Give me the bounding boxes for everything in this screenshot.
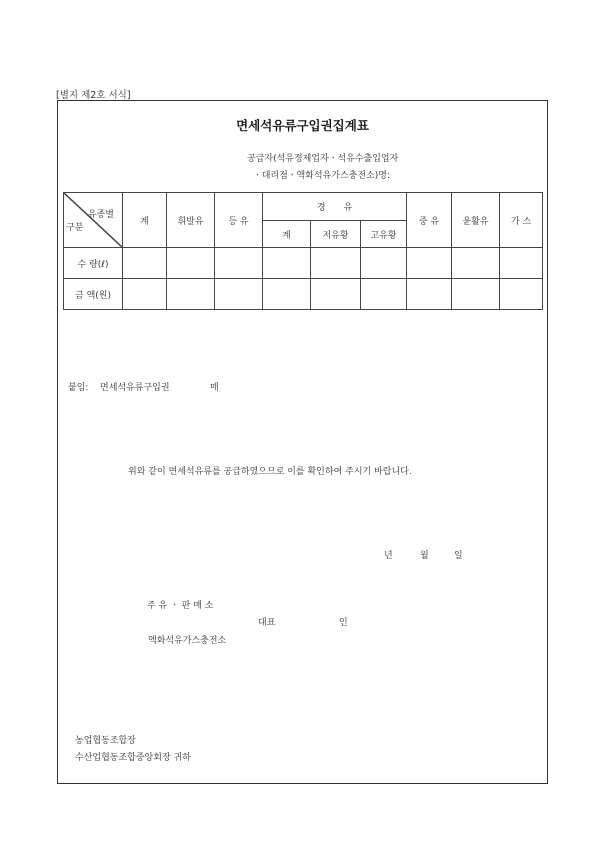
confirmation-statement: 위와 같이 면세석유류를 공급하였으므로 이를 확인하여 주시기 바랍니다.: [128, 467, 412, 477]
table-cell: [361, 248, 407, 279]
header-low-sulfur: 저유황: [311, 221, 361, 248]
table-cell: [263, 248, 311, 279]
row-label-amount: 금 액(원): [64, 279, 123, 310]
table-cell: [263, 279, 311, 310]
table-cell: [215, 248, 263, 279]
table-cell: [452, 248, 500, 279]
header-kerosene: 등 유: [215, 193, 263, 248]
header-gas: 가 스: [500, 193, 543, 248]
lpg-station-label: 액화석유가스충전소: [148, 636, 227, 646]
table-cell: [311, 248, 361, 279]
seal-mark: 인: [339, 618, 348, 628]
header-diesel-total: 계: [263, 221, 311, 248]
attachment-item: 면세석유류구입권: [100, 383, 170, 393]
recipient-line-2: 수산업협동조합중앙회장 귀하: [75, 753, 191, 763]
table-row-amount: [64, 279, 543, 310]
date-month: 월: [420, 551, 429, 561]
table-cell: [123, 279, 167, 310]
table-corner-cell: [64, 193, 123, 248]
form-frame: [57, 100, 548, 784]
representative-label: 대표: [258, 618, 276, 628]
table-cell: [407, 248, 452, 279]
table-cell: [311, 279, 361, 310]
table-cell: [407, 279, 452, 310]
table-row-quantity: [64, 248, 543, 279]
row-label-quantity: 수 량(ℓ): [64, 248, 123, 279]
date-day: 일: [454, 551, 463, 561]
attachment-label: 붙임:: [68, 383, 89, 393]
table-cell: [500, 279, 543, 310]
form-title: 면세석유류구입권집계표: [236, 118, 369, 133]
supplier-line-2: ㆍ대리점ㆍ액화석유가스충전소)명:: [253, 171, 390, 181]
header-diesel: 경 유: [263, 193, 407, 221]
form-number-label: [별지 제2호 서식]: [56, 90, 131, 101]
table-cell: [500, 248, 543, 279]
gas-station-label: 주 유 ㆍ 판 매 소: [147, 601, 214, 611]
aggregate-table: [63, 192, 543, 310]
table-cell: [167, 279, 215, 310]
table-cell: [123, 248, 167, 279]
corner-label-fuel-type: 유종별: [87, 210, 114, 220]
header-heavy-oil: 중 유: [407, 193, 452, 248]
header-high-sulfur: 고유황: [361, 221, 407, 248]
attachment-unit: 매: [210, 383, 219, 393]
supplier-line-1: 공급자(석유정제업자ㆍ석유수출입업자: [247, 154, 399, 164]
table-cell: [452, 279, 500, 310]
corner-label-category: 구분: [66, 223, 84, 233]
table-cell: [361, 279, 407, 310]
header-gasoline: 휘발유: [167, 193, 215, 248]
recipient-line-1: 농업협동조합장: [75, 736, 136, 746]
header-total: 계: [123, 193, 167, 248]
date-year: 년: [384, 551, 393, 561]
table-cell: [167, 248, 215, 279]
table-cell: [215, 279, 263, 310]
header-lubricant: 윤활유: [452, 193, 500, 248]
